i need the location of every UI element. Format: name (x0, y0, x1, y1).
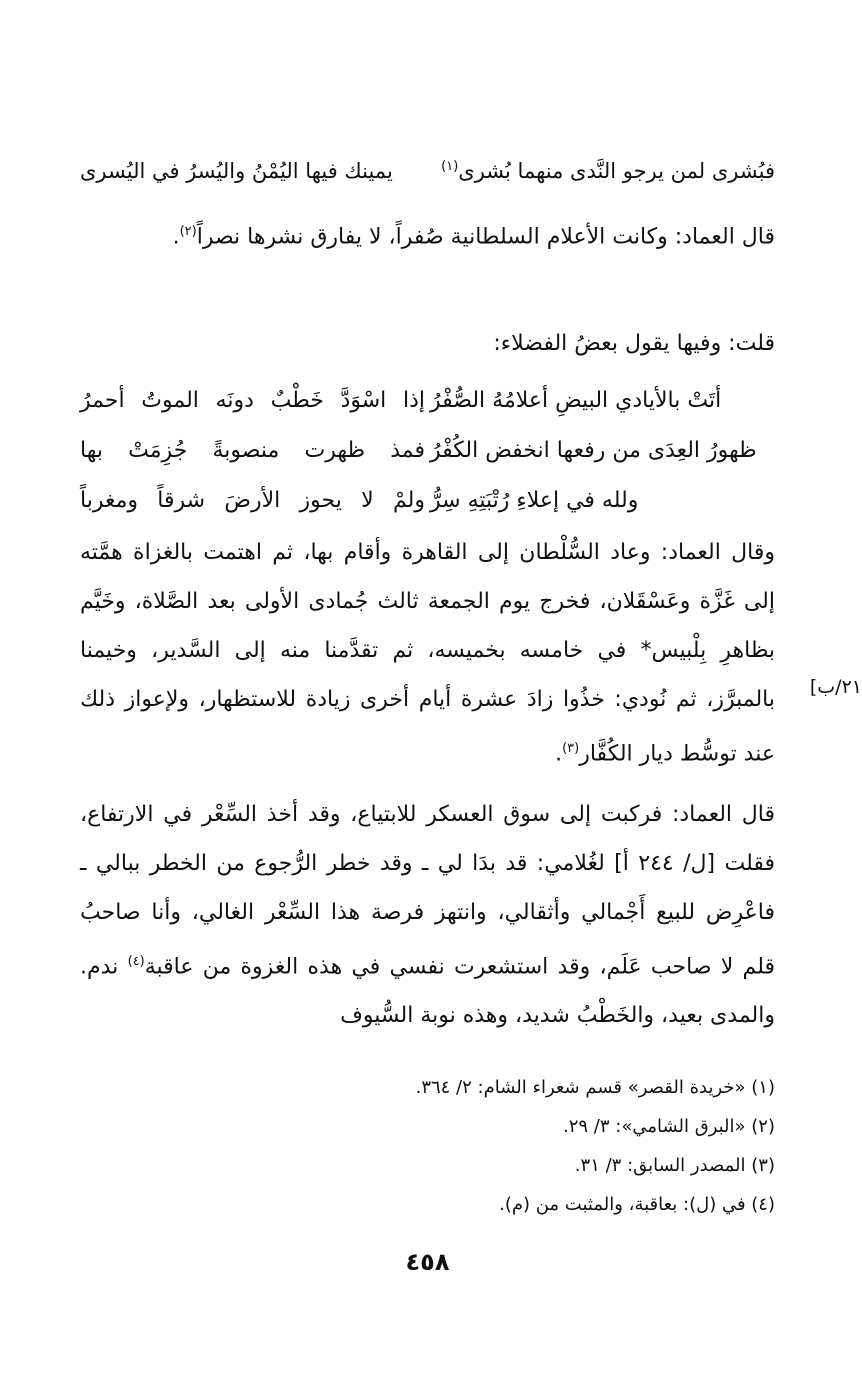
paragraph-market: قال العماد: فركبت إلى سوق العسكر للابتياع، وقد أخذ السِّعْر في الارتفاع، فقلت [ل/ ٢٤٤ أ] لغُلامي: قد بدَا لي ـ وقد خطر الرُّجوع من الخطر ببالي ـ فاعْرِض للبيع أَجْمالي وأثقالي، وانتهز فرصة هذا السِّعْر الغالي، وأنا صاحبُ قلم لا صاحب عَلَم، وقد استشعرت نفسي في هذه الغزوة من عاقبة$^{(٤)}$ ندم. والمدى بعيد، والخَطْبُ شديد، وهذه نوبة السُّيوف (80, 802, 776, 1029)
page-number: ٤٥٨ (405, 1248, 450, 1276)
poem-hemistich: ولله في إعلاءِ رُتْبَتِهِ سِرُّ (430, 488, 639, 513)
poem-hemistich: فمذ ظهرت منصوبةً جُزِمَتْ بها (80, 438, 425, 463)
footnote-ref: (٢) (179, 224, 197, 239)
manuscript-margin-note: ٢١/ب] (809, 676, 862, 698)
footnote: (٢) «البرق الشامي»: ٣/ ٢٩. (562, 1116, 775, 1137)
top-verse (80, 148, 775, 194)
verse-hemistich-right: يمينك فيها اليُمْنُ واليُسرُ في اليُسرى (80, 159, 393, 183)
poem-verse (80, 426, 775, 476)
poem-hemistich: ولمْ لا يحوز الأرضَ شرقاً ومغرباً (80, 488, 425, 513)
footnote: (٤) في (ل): بعاقبة، والمثبت من (م). (499, 1194, 775, 1215)
poem-verse (80, 476, 775, 526)
paragraph-sultan-return: وقال العماد: وعاد السُّلْطان إلى القاهرة وأقام بها، ثم اهتمت بالغزاة همَّته إلى غَزَّة وعَسْقَلان، فخرج يوم الجمعة ثالث جُمادى الأولى بعد الصَّلاة، وخَيَّم بظاهرِ بِلْبيس* في خامسه بخميسه، ثم تقدَّمنا منه إلى السَّدير، وخيمنا بالمبرَّز، ثم نُودي: خذُوا زادَ عشرة أيام أخرى زيادة للاستظهار، ولإعواز ذلك عند توسُّط ديار الكُفَّار$^{(٣)}$. (80, 540, 775, 767)
verse-hemistich-left: فبُشرى لمن يرجو النَّدى منهما بُشرى$^{(١)}$ (441, 159, 775, 183)
footnote: (١) «خريدة القصر» قسم شعراء الشام: ٢/ ٣٦٤. (415, 1077, 775, 1098)
footnote: (٣) المصدر السابق: ٣/ ٣١. (574, 1155, 775, 1176)
poem-hemistich: إذا اسْوَدَّ خَطْبٌ دونَه الموتُ أحمرُ (80, 388, 425, 413)
poem-hemistich: أتَتْ بالأيادي البيضِ أعلامُهُ الصُّفْرُ (430, 388, 722, 413)
poem-hemistich: ظهورُ العِدَى من رفعها انخفض الكُفْرُ (430, 438, 757, 463)
footnote-ref: (١) (441, 159, 459, 174)
poem (80, 376, 775, 526)
footnotes (80, 1068, 775, 1224)
paragraph-poem-intro: قلت: وفيها يقول بعضُ الفضلاء: (493, 331, 775, 356)
poem-verse (80, 376, 775, 426)
paragraph-imad-flags: قال العماد: وكانت الأعلام السلطانية صُفراً، لا يفارق نشرها نصراً$^{(٢)}$. (172, 224, 775, 250)
footnote-ref: (٣) (562, 741, 580, 756)
footnote-ref: (٤) (127, 954, 145, 969)
